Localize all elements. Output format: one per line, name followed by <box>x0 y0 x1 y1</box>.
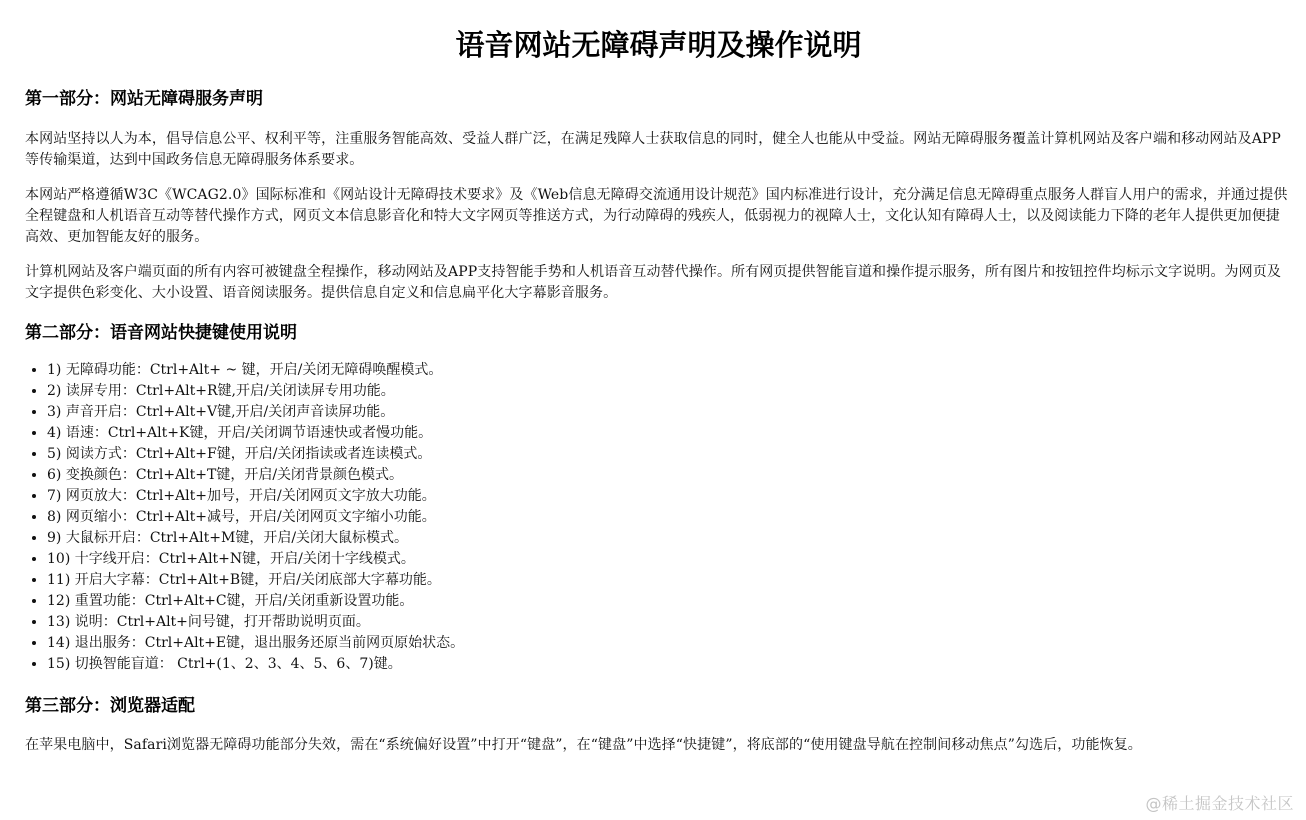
list-item: • 5) 阅读方式：Ctrl+Alt+F键，开启/关闭指读或者连读模式。 <box>47 444 1292 465</box>
paragraph: 本网站坚持以人为本，倡导信息公平、权利平等，注重服务智能高效、受益人群广泛，在满足残障人士获取信息的同时，健全人也能从中受益。网站无障碍服务覆盖计算机网站及客户端和移动网站及APP等传输渠道，达到中国政务信息无障碍服务体系要求。 <box>25 131 1281 168</box>
list-item: • 4) 语速：Ctrl+Alt+K键，开启/关闭调节语速快或者慢功能。 <box>47 423 1292 444</box>
list-item: • 15) 切换智能盲道： Ctrl+(1、2、3、4、5、6、7)键。 <box>47 654 1292 675</box>
list-item: • 10) 十字线开启：Ctrl+Alt+N键，开启/关闭十字线模式。 <box>47 549 1292 570</box>
list-item: • 7) 网页放大：Ctrl+Alt+加号，开启/关闭网页文字放大功能。 <box>47 486 1292 507</box>
shortcut-list <box>25 360 1292 675</box>
list-item: • 6) 变换颜色：Ctrl+Alt+T键，开启/关闭背景颜色模式。 <box>47 465 1292 486</box>
section-heading-part3: 第三部分：浏览器适配 <box>25 696 195 716</box>
list-item: • 2) 读屏专用：Ctrl+Alt+R键,开启/关闭读屏专用功能。 <box>47 381 1292 402</box>
list-item: • 8) 网页缩小：Ctrl+Alt+减号，开启/关闭网页文字缩小功能。 <box>47 507 1292 528</box>
list-item: • 3) 声音开启：Ctrl+Alt+V键,开启/关闭声音读屏功能。 <box>47 402 1292 423</box>
list-item: • 9) 大鼠标开启：Ctrl+Alt+M键，开启/关闭大鼠标模式。 <box>47 528 1292 549</box>
section-heading-part2: 第二部分：语音网站快捷键使用说明 <box>25 323 297 343</box>
paragraph: 在苹果电脑中，Safari浏览器无障碍功能部分失效，需在“系统偏好设置”中打开“键盘”，在“键盘”中选择“快捷键”，将底部的“使用键盘导航在控制间移动焦点”勾选后，功能恢复。 <box>25 737 1142 753</box>
list-item: • 12) 重置功能：Ctrl+Alt+C键，开启/关闭重新设置功能。 <box>47 591 1292 612</box>
list-item: • 11) 开启大字幕：Ctrl+Alt+B键，开启/关闭底部大字幕功能。 <box>47 570 1292 591</box>
watermark: @稀土掘金技术社区 <box>1145 794 1294 813</box>
paragraph: 本网站严格遵循W3C《WCAG2.0》国际标准和《网站设计无障碍技术要求》及《Web信息无障碍交流通用设计规范》国内标准进行设计，充分满足信息无障碍重点服务人群盲人用户的需求，并通过提供全程键盘和人机语音互动等替代操作方式，网页文本信息影音化和特大文字网页等推送方式，为行动障碍的残疾人，低弱视力的视障人士，文化认知有障碍人士，以及阅读能力下降的老年人提供更加便捷高效、更加智能友好的服务。 <box>25 187 1288 245</box>
paragraph: 计算机网站及客户端页面的所有内容可被键盘全程操作，移动网站及APP支持智能手势和人机语音互动替代操作。所有网页提供智能盲道和操作提示服务，所有图片和按钮控件均标示文字说明。为网页及文字提供色彩变化、大小设置、语音阅读服务。提供信息自定义和信息扁平化大字幕影音服务。 <box>25 264 1281 301</box>
list-item: • 13) 说明：Ctrl+Alt+问号键，打开帮助说明页面。 <box>47 612 1292 633</box>
page-title: 语音网站无障碍声明及操作说明 <box>455 28 862 62</box>
list-item: • 14) 退出服务：Ctrl+Alt+E键，退出服务还原当前网页原始状态。 <box>47 633 1292 654</box>
section-heading-part1: 第一部分：网站无障碍服务声明 <box>25 89 263 109</box>
list-item: • 1) 无障碍功能：Ctrl+Alt+ ~ 键，开启/关闭无障碍唤醒模式。 <box>47 360 1292 381</box>
